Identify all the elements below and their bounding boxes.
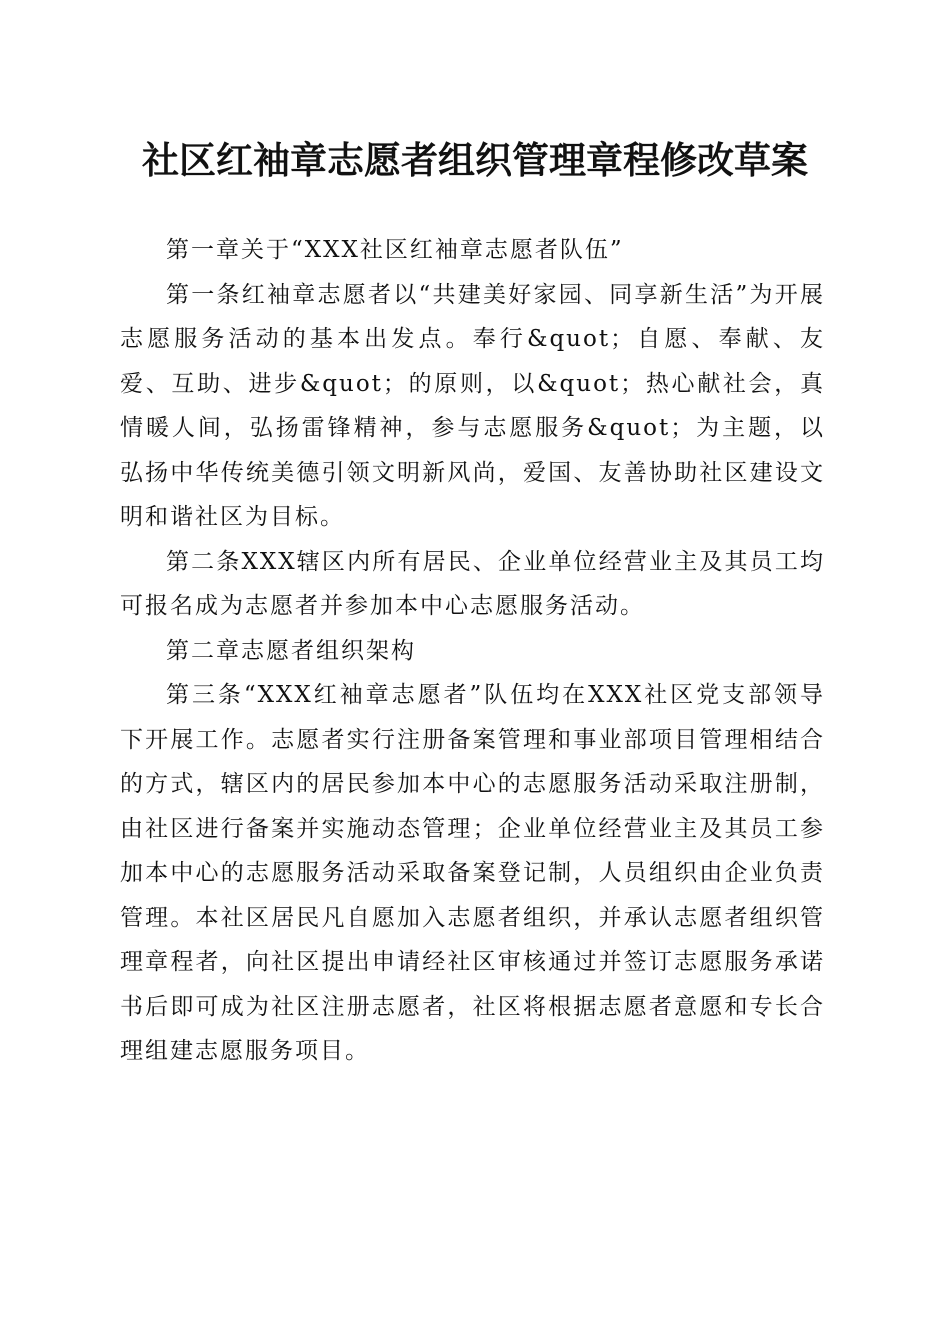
document-body [120,228,825,1074]
chapter-2-heading: 第二章志愿者组织架构 [166,637,416,664]
article-3-paragraph: 第三条“XXX红袖章志愿者”队伍均在XXX社区党支部领导下开展工作。志愿者实行注册备案管理和事业部项目管理相结合的方式，辖区内的居民参加本中心的志愿服务活动采取注册制，由社区进行备案并实施动态管理；企业单位经营业主及其员工参加本中心的志愿服务活动采取备案登记制，人员组织由企业负责管理。本社区居民凡自愿加入志愿者组织，并承认志愿者组织管理章程者，向社区提出申请经社区审核通过并签订志愿服务承诺书后即可成为社区注册志愿者，社区将根据志愿者意愿和专长合理组建志愿服务项目。 [120,682,825,1064]
document-title: 社区红袖章志愿者组织管理章程修改草案 [142,138,808,182]
chapter-1-heading: 第一章关于“XXX社区红袖章志愿者队伍” [166,237,624,263]
article-1-paragraph: 第一条红袖章志愿者以“共建美好家园、同享新生活”为开展志愿服务活动的基本出发点。奉行&quot；自愿、奉献、友爱、互助、进步&quot；的原则，以&quot；热心献社会，真情暖人间，弘扬雷锋精神，参与志愿服务&quot；为主题，以弘扬中华传统美德引领文明新风尚，爱国、友善协助社区建设文明和谐社区为目标。 [120,281,825,530]
article-2-paragraph: 第二条XXX辖区内所有居民、企业单位经营业主及其员工均可报名成为志愿者并参加本中心志愿服务活动。 [120,548,825,619]
